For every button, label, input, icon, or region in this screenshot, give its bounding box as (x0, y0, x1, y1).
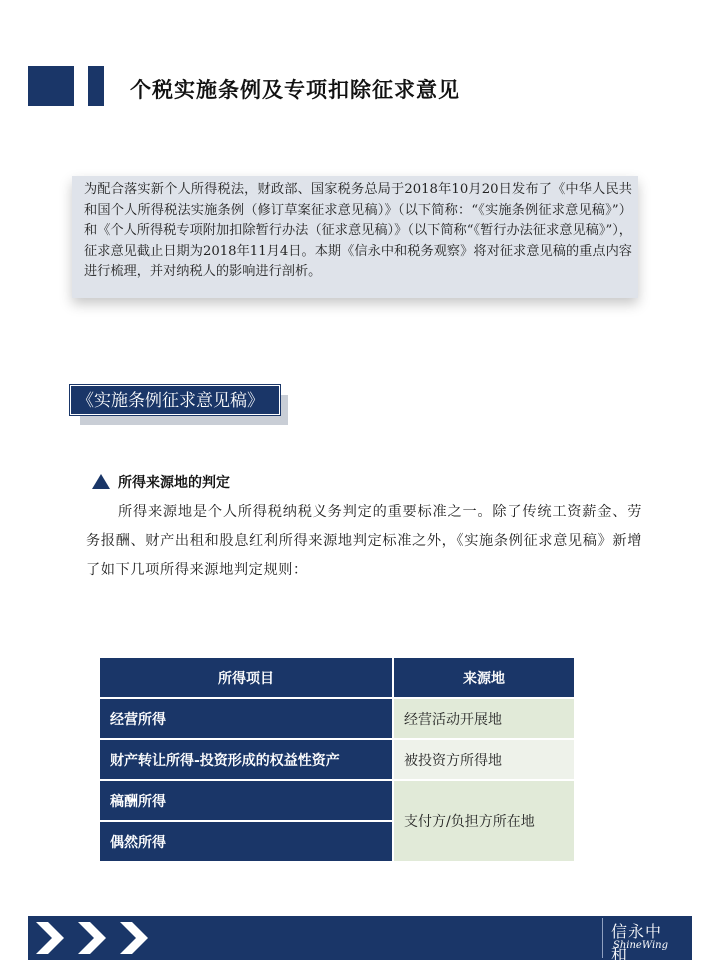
page-title: 个税实施条例及专项扣除征求意见 (130, 77, 460, 102)
source-table (98, 656, 576, 863)
header-accent-bar (88, 66, 104, 106)
chevron-right-icon (72, 916, 112, 960)
table-row (99, 780, 575, 821)
table-cell-item: 财产转让所得-投资形成的权益性资产 (99, 739, 393, 780)
company-logo (602, 918, 673, 964)
table-row (99, 739, 575, 780)
table-row (99, 698, 575, 739)
table-cell-item: 稿酬所得 (99, 780, 393, 821)
section-label: 《实施条例征求意见稿》 (70, 385, 280, 415)
table-cell-place: 经营活动开展地 (393, 698, 575, 739)
table-cell-item: 经营所得 (99, 698, 393, 739)
logo-english-text: ShineWing (613, 940, 668, 951)
logo-chinese-text: 信永中和 (611, 922, 663, 964)
table-cell-place: 被投资方所得地 (393, 739, 575, 780)
table-cell-place: 支付方/负担方所在地 (393, 780, 575, 862)
table-header-item: 所得项目 (99, 657, 393, 698)
triangle-bullet-icon (92, 474, 110, 489)
chevron-right-icon (30, 916, 70, 960)
table-cell-item: 偶然所得 (99, 821, 393, 862)
intro-text: 为配合落实新个人所得税法，财政部、国家税务总局于2018年10月20日发布了《中华人民共和国个人所得税法实施条例（修订草案征求意见稿）》（以下简称：“《实施条例征求意见稿》”）和《个人所得税专项附加扣除暂行办法（征求意见稿）》（以下简称“《暂行办法征求意见稿》”），征求意见截止日期为2018年11月4日。本期《信永中和税务观察》将对征求意见稿的重点内容进行梳理，并对纳税人的影响进行剖析。 (84, 182, 632, 279)
chevron-right-icon (114, 916, 154, 960)
subsection-title: 所得来源地的判定 (118, 475, 230, 491)
header-accent-block (28, 66, 74, 106)
table-header-row (99, 657, 575, 698)
table-header-place: 来源地 (393, 657, 575, 698)
subsection-paragraph: 所得来源地是个人所得税纳税义务判定的重要标准之一。除了传统工资薪金、劳务报酬、财产出租和股息红利所得来源地判定标准之外，《实施条例征求意见稿》新增了如下几项所得来源地判定规则： (86, 504, 642, 578)
